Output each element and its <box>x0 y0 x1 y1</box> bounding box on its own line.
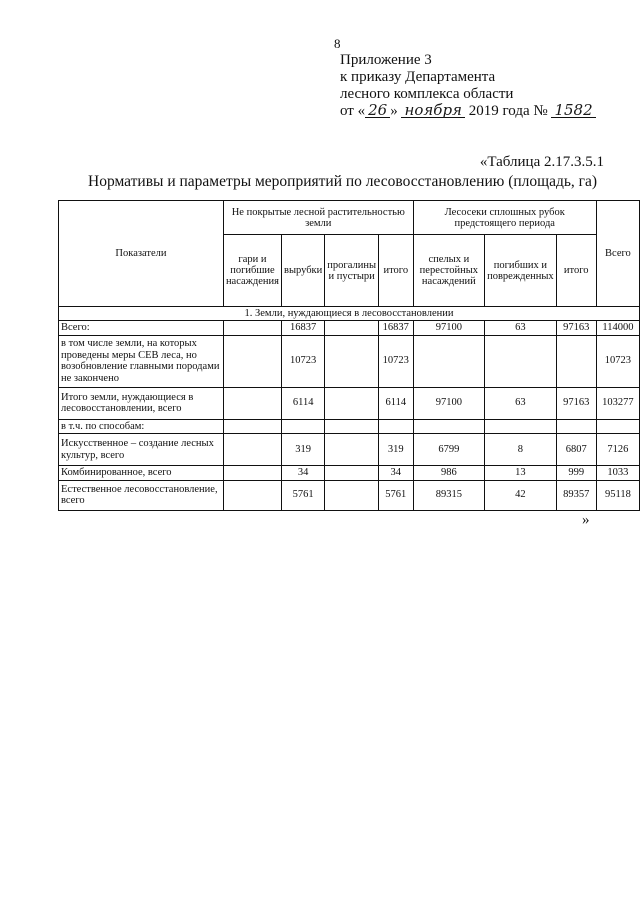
header-mature: спелых и перестойных насаждений <box>413 235 485 307</box>
table-row <box>59 419 640 434</box>
appendix-title: Приложение 3 <box>340 52 432 68</box>
table-cell: 6807 <box>556 434 596 466</box>
table-row <box>59 466 640 481</box>
appendix-line-3: лесного комплекса области <box>340 86 514 102</box>
table-cell <box>281 419 324 434</box>
table-cell: 97100 <box>413 321 485 336</box>
table-cell <box>325 321 379 336</box>
table-cell <box>223 321 281 336</box>
table-cell: 42 <box>485 480 557 510</box>
table-cell <box>325 335 379 387</box>
table-cell: 13 <box>485 466 557 481</box>
table-cell: 89357 <box>556 480 596 510</box>
header-subtotal-1: итого <box>379 235 414 307</box>
norms-table <box>58 200 640 511</box>
header-cutovers: вырубки <box>281 235 324 307</box>
table-cell: 10723 <box>281 335 324 387</box>
table-title: Нормативы и параметры мероприятий по лесовосстановлению (площадь, га) <box>88 173 598 190</box>
header-burned: гари и погибшие насаждения <box>223 235 281 307</box>
table-row <box>59 321 640 336</box>
table-cell: 8 <box>485 434 557 466</box>
table-cell <box>325 419 379 434</box>
table-cell: 6114 <box>281 387 324 419</box>
appendix-line-2: к приказу Департамента <box>340 69 496 85</box>
section-title: 1. Земли, нуждающиеся в лесовосстановлении <box>59 307 640 321</box>
date-day: 26 <box>365 103 390 118</box>
table-wrapper <box>58 200 640 511</box>
date-month: ноября <box>401 103 465 118</box>
table-cell: 10723 <box>379 335 414 387</box>
table-cell: 986 <box>413 466 485 481</box>
table-row <box>59 434 640 466</box>
appendix-block <box>340 52 596 120</box>
table-cell: 319 <box>379 434 414 466</box>
date-prefix: от « <box>340 103 366 119</box>
table-cell <box>485 335 557 387</box>
table-cell: 16837 <box>281 321 324 336</box>
table-cell <box>413 419 485 434</box>
table-cell <box>485 419 557 434</box>
table-cell: 5761 <box>281 480 324 510</box>
table-cell: 97163 <box>556 321 596 336</box>
row-label: Итого земли, нуждающиеся в лесовосстановлении, всего <box>59 387 224 419</box>
row-label: в т.ч. по способам: <box>59 419 224 434</box>
date-mid: » <box>390 103 398 119</box>
table-row <box>59 335 640 387</box>
appendix-date-line <box>340 103 596 120</box>
table-cell: 319 <box>281 434 324 466</box>
table-cell: 97163 <box>556 387 596 419</box>
date-year: 2019 года № <box>468 103 548 119</box>
table-cell: 114000 <box>596 321 639 336</box>
header-total: Всего <box>596 201 639 307</box>
table-cell <box>413 335 485 387</box>
table-cell <box>325 434 379 466</box>
table-cell: 63 <box>485 387 557 419</box>
table-cell <box>223 335 281 387</box>
table-cell <box>379 419 414 434</box>
row-label: в том числе земли, на которых проведены меры СЕВ леса, но возобновление главными породами не закончено <box>59 335 224 387</box>
header-damaged: погибших и поврежденных <box>485 235 557 307</box>
table-cell: 34 <box>281 466 324 481</box>
header-group-uncovered: Не покрытые лесной растительностью земли <box>223 201 413 235</box>
row-label: Всего: <box>59 321 224 336</box>
table-cell: 34 <box>379 466 414 481</box>
table-cell: 10723 <box>596 335 639 387</box>
table-cell: 103277 <box>596 387 639 419</box>
header-group-clearcuts: Лесосеки сплошных рубок предстоящего периода <box>413 201 596 235</box>
header-indicators: Показатели <box>59 201 224 307</box>
table-cell: 63 <box>485 321 557 336</box>
table-cell: 97100 <box>413 387 485 419</box>
header-subtotal-2: итого <box>556 235 596 307</box>
table-cell: 6799 <box>413 434 485 466</box>
header-glades: прогалины и пустыри <box>325 235 379 307</box>
closing-quote: » <box>582 512 590 528</box>
row-label: Комбинированное, всего <box>59 466 224 481</box>
table-cell: 89315 <box>413 480 485 510</box>
table-cell: 7126 <box>596 434 639 466</box>
table-cell: 95118 <box>596 480 639 510</box>
table-cell: 1033 <box>596 466 639 481</box>
table-row <box>59 480 640 510</box>
table-cell <box>223 480 281 510</box>
row-label: Естественное лесовосстановление, всего <box>59 480 224 510</box>
table-cell <box>556 419 596 434</box>
row-label: Искусственное – создание лесных культур, всего <box>59 434 224 466</box>
doc-number: 1582 <box>551 103 595 118</box>
table-cell <box>223 387 281 419</box>
table-cell <box>223 466 281 481</box>
table-cell <box>325 387 379 419</box>
table-caption: «Таблица 2.17.3.5.1 <box>479 154 604 170</box>
table-cell <box>325 466 379 481</box>
table-cell <box>223 434 281 466</box>
table-cell <box>325 480 379 510</box>
table-cell: 5761 <box>379 480 414 510</box>
table-cell <box>556 335 596 387</box>
table-cell: 16837 <box>379 321 414 336</box>
table-cell: 999 <box>556 466 596 481</box>
table-cell: 6114 <box>379 387 414 419</box>
page-number: 8 <box>334 36 341 51</box>
table-cell <box>223 419 281 434</box>
table-row <box>59 387 640 419</box>
table-cell <box>596 419 639 434</box>
